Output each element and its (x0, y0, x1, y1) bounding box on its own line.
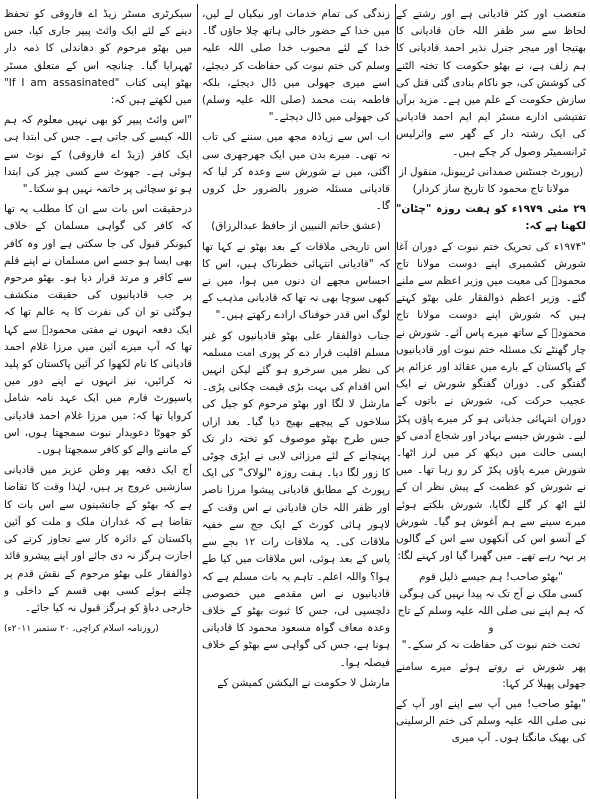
quote-paragraph: زندگی کی تمام خدمات اور نیکیاں لے لیں، میں خدا کے حضور خالی ہاتھ چلا جاؤں گا۔ خدا کے لئے محبوب خدا صلی اللہ علیہ وسلم کی ختم نبوت کی حفاظت کر دیجئے، اسے میری جھولی میں ڈال دیجئے، بلکہ فاطمہ بنت محمد (صلی اللہ علیہ وسلم) کی جھولی میں ڈال دیجئے۔" (202, 8, 390, 124)
paragraph-text: سیکرٹری مسٹر زیڈ اے فاروقی کو تحفظ دینے کے لئے ایک وائٹ پیپر جاری کیا، جس میں بھٹو مرحوم کو دھاندلی کا ذمہ دار ٹھہرایا گیا۔ چنانچہ اس کے متعلق مسٹر بھٹو اپنی کتاب (4, 8, 192, 89)
column-middle (202, 6, 390, 797)
quote-paragraph: "بھٹو صاحب! میں آپ سے اپنے اور آپ کے نبی صلی اللہ علیہ وسلم کی ختم الرسلینی کی بھیک مانگتا ہوں۔ آپ میری (396, 697, 586, 745)
verse-line: "بھٹو صاحب! ہم جیسے ذلیل قوم (419, 570, 563, 583)
book-title: "If I am assasinated" (4, 76, 120, 89)
paragraph: اب اس سے زیادہ مجھ میں سننے کی تاب نہ تھی۔ میرے بدن میں ایک جھرجھری سی آگئی، میں نے شورش سے وعدہ کر لیا کہ قادیانی مسئلہ ضرور بالضرور حل کروں گا۔ (202, 131, 390, 213)
column-left (4, 6, 192, 797)
paragraph (4, 6, 192, 109)
source-citation: (روزنامہ اسلام کراچی، ۲۰ ستمبر ۲۰۱۱ء) (4, 624, 159, 635)
verse-line: کسی ملک نے آج تک نہ پیدا نہیں کی ہوگی (399, 587, 583, 600)
citation: (رپورٹ جسٹس صمدانی ٹریبونل، منقول از مولانا تاج محمود کا تاریخ ساز کردار) (398, 165, 584, 196)
quoted-verse (396, 569, 586, 655)
paragraph: آج ایک دفعہ پھر وطن عزیز میں قادیانی سازشیں عروج پر ہیں، لہٰذا وقت کا تقاضا ہے کہ بھٹو کے جانشینوں سے اس بات کا تقاضا ہے کہ غداران ملک و ملت کو آئین پاکستان کے دائرہ کار سے تجاوز کرنے کی اجازت ہرگز نہ دی جائے اور اپنے پیشرو قائد ذوالفقار علی بھٹو مرحوم کے نقش قدم پر چلتے ہوئے کسی بھی قسم کے داخلی و خارجی دباؤ کو ہرگز قبول نہ کیا جائے۔ (4, 464, 192, 614)
column-right (396, 6, 586, 797)
paragraph: متعصب اور کٹر قادیانی ہے اور رشتے کے لحاظ سے سر ظفر اللہ خان قادیانی کا بھتیجا اور میجر جنرل نذیر احمد قادیانی کا ہم زلف ہے، نے بھٹو حکومت کا تختہ الٹنے کی کوشش کی، جو ناکام بنادی گئی قتل کی سازش حکومت کے علم میں ہے۔ مزید برآں تفتیشی ادارے مسٹر ایم ایم احمد قادیانی کی ایک رشتہ دار کے گھر سے وائرلیس ٹرانسمیٹر وصول کر چکے ہیں۔ (396, 8, 586, 158)
verse-line: تخت ختم نبوت کی حفاظت نہ کر سکے۔" (401, 639, 581, 652)
paragraph: جناب ذوالفقار علی بھٹو قادیانیوں کو غیر مسلم اقلیت قرار دے کر پوری امت مسلمہ کی نظر میں سرخرو ہو گئے لیکن انہیں اس اقدام کی بہت بڑی قیمت چکانی پڑی۔ مارشل لا لگا اور بھٹو مرحوم کو جیل کی سلاخوں کے پیچھے بھیج دیا گیا۔ بعد ازاں جس طرح بھٹو موصوف کو تختہ دار تک پہنچانے کے لئے مرزائی لابی نے ایڑی چوٹی کا زور لگا دیا۔ ہفت روزہ "لولاک" کی ایک رپورٹ کے مطابق قادیانی پیشوا مرزا ناصر اور ظفر اللہ خان قادیانی نے اس وقت کے لاہور ہائی کورٹ کے ایک جج سے خفیہ ملاقات کی۔ یہ ملاقات رات ۱۲ بجے سے پاس کے بعد ہوئی، اس ملاقات میں کیا طے ہوا؟ واللہ اعلم۔ تاہم یہ بات مسلم ہے کہ قادیانیوں نے اس مقدمے میں خصوصی دلچسپی لی، جس کا ثبوت بھٹو کے خلاف وعدہ معاف گواہ مسعود محمود کا قادیانی ہونا ہے، جس کی گواہی سے بھٹو کے خلاف فیصلہ ہوا۔ (202, 329, 390, 669)
paragraph: ۲۹ مئی ۱۹۷۹ء کو ہفت روزہ "چٹان" لکھتا ہے کہ: (396, 203, 586, 233)
column-divider (197, 4, 198, 799)
paragraph: اس تاریخی ملاقات کے بعد بھٹو نے کہا تھا کہ "قادیانی انتہائی خطرناک ہیں، اس کا احساس مجھے ان دنوں میں ہوا، میں نے کبھی سوچا بھی نہ تھا کہ قادیانی مذہب کے لوگ اس قدر خوفناک ارادے رکھتے ہیں۔" (202, 240, 390, 322)
paragraph-text: میں لکھتے ہیں کہ: (110, 94, 192, 107)
quote-paragraph: "۱۹۷۴ء کی تحریک ختم نبوت کے دوران آغا شورش کشمیری اپنے دوست مولانا تاج محمودؒ کی معیت میں وزیر اعظم سے ملنے گئے۔ وزیر اعظم ذوالفقار علی بھٹو کہتے ہیں کہ شورش اپنے دوست مولانا تاج محمودؒ کے ساتھ میرے پاس آئے۔ شورش نے چار گھنٹے تک مسئلہ ختم نبوت اور قادیانیوں کے پاکستان کے بارے میں عقائد اور عزائم پر گفتگو کی۔ دوران گفتگو شورش نے ایک عجیب حرکت کی، شورش نے باتوں کے دوران انتہائی جذباتی ہو کر میرے پاؤں پکڑ لیے۔ شورش جیسے بہادر اور شجاع آدمی کو ایسی حالت میں دیکھ کر میں لرز اٹھا۔ شورش میرے پاؤں پکڑ کر رو رہا تھا۔ میں نے شورش کو عظمت کے پیش نظر ان کے لئے اٹھ کر گلے لگایا، شورش بلکتے ہوئے میرے سینے سے ہم آغوش ہو گیا۔ شورش کے آنسو اس کی آنکھوں سے اس کے گالوں پر بہہ رہے تھے۔ میں گھبرا گیا اور کہنے لگا: (396, 240, 586, 563)
quote-paragraph: "اس وائٹ پیپر کو بھی نہیں معلوم کہ ہم اللہ کیسے کی جاتی ہے۔ جس کی ابتدا ہی ایک کافر (زیڈ اے فاروقی) کے نوٹ سے ہوئی ہے۔ جھوٹ سے کسی چیز کی ابتدا ہو تو سچائی پر خاتمہ نہیں ہو سکتا۔" (4, 114, 192, 196)
paragraph: مارشل لا حکومت نے الیکشن کمیشن کے (217, 676, 390, 689)
citation: (عشق خاتم النبیین از حافظ عبدالرزاق) (211, 220, 381, 233)
paragraph: درحقیقت اس بات سے ان کا مطلب یہ تھا کہ کافر کی گواہی مسلمان کے خلاف کیونکر قبول کی جا سکتی ہے اور وہ کافر بھی ایسا ہو جسے اس مسلمان نے اپنے قلم سے کافر و مرتد قرار دیا ہو۔ بھٹو مرحوم پر جب قادیانیوں کی حقیقت منکشف ہوگئی تو ان کی نفرت کا یہ عالم تھا کہ ایک دفعہ انہوں نے مفتی محمودؒ سے کہا تھا کہ آپ میرے آئین میں مرزا غلام احمد قادیانی کا نام لکھوا کر آئین پاکستان کو پلید نہ کرائیں، نیز انہوں نے اپنے دور میں پاسپورٹ فارم میں ایک عہد نامہ شامل کروایا تھا کہ: میں مرزا غلام احمد قادیانی کو جھوٹا دعویدار نبوت سمجھتا ہوں، اس کے ماننے والے کو کافر سمجھتا ہوں۔ (4, 203, 192, 457)
paragraph: پھر شورش نے روتے ہوئے میرے سامنے جھولی پھیلا کر کہا: (396, 660, 586, 690)
verse-line: کہ ہم اپنے نبی صلی اللہ علیہ وسلم کے تاج و (397, 604, 585, 635)
